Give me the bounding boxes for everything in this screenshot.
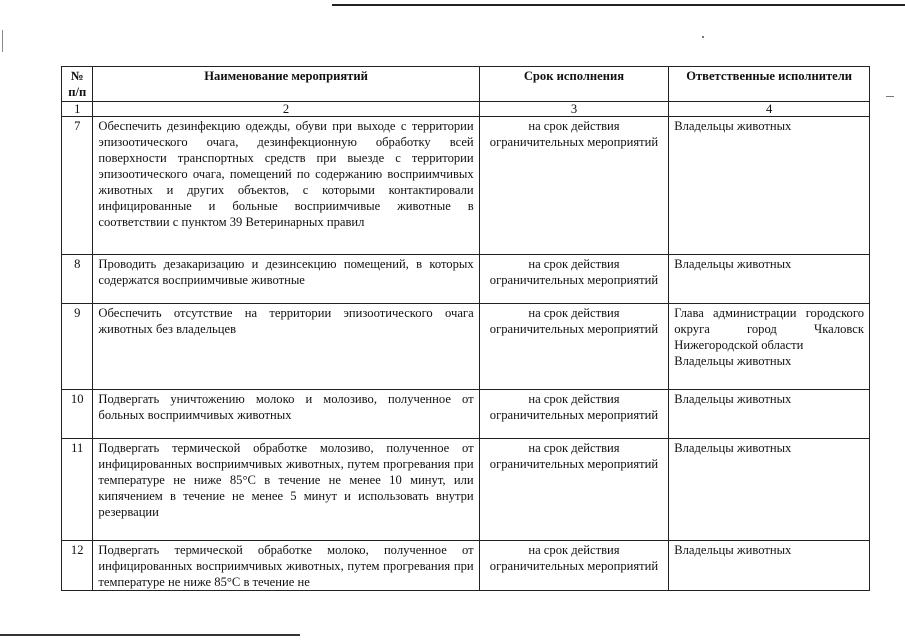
row-responsible: Владельцы животных — [669, 117, 870, 255]
column-numbers-row — [62, 102, 870, 117]
table-row — [62, 439, 870, 541]
row-name: Подвергать термической обработке молоко, полученное от инфицированных восприимчивых животных, путем прогревания при температуре не ниже 85°С в течение не — [93, 541, 479, 591]
measures-table — [61, 66, 870, 591]
column-number: 4 — [669, 102, 870, 117]
header-deadline: Срок исполнения — [479, 67, 669, 102]
row-deadline: на срок действия ограничительных мероприятий — [479, 439, 669, 541]
table-header-row — [62, 67, 870, 102]
column-number: 1 — [62, 102, 93, 117]
row-responsible: Владельцы животных — [669, 439, 870, 541]
row-num: 9 — [62, 304, 93, 390]
row-responsible: Владельцы животных — [669, 541, 870, 591]
row-num: 8 — [62, 255, 93, 304]
scan-mark-right — [886, 96, 894, 97]
table-row — [62, 117, 870, 255]
scan-border-bottom — [0, 634, 300, 636]
row-name: Обеспечить отсутствие на территории эпизоотического очага животных без владельцев — [93, 304, 479, 390]
header-name: Наименование мероприятий — [93, 67, 479, 102]
row-deadline: на срок действия ограничительных мероприятий — [479, 541, 669, 591]
row-name: Проводить дезакаризацию и дезинсекцию помещений, в которых содержатся восприимчивые животные — [93, 255, 479, 304]
row-name: Обеспечить дезинфекцию одежды, обуви при выходе с территории эпизоотического очага, дезинфекционную обработку всей поверхности транспортных средств при выезде с территории эпизоотического очага, помещений по содержанию восприимчивых животных и других объектов, с которыми контактировали инфицированные и больные восприимчивые животные в соответствии с пунктом 39 Ветеринарных правил — [93, 117, 479, 255]
scan-speck — [702, 36, 704, 38]
header-responsible: Ответственные исполнители — [669, 67, 870, 102]
row-deadline: на срок действия ограничительных мероприятий — [479, 117, 669, 255]
column-number: 3 — [479, 102, 669, 117]
responsible-administration: Глава администрации городского округа город Чкаловск Нижегородской области — [674, 306, 864, 352]
row-num: 10 — [62, 390, 93, 439]
table-row — [62, 390, 870, 439]
scan-mark-left — [2, 30, 3, 52]
row-name: Подвергать термической обработке молозиво, полученное от инфицированных восприимчивых животных, путем прогревания при температуре не ниже 85°С в течение не менее 10 минут, или кипячением в течение не менее 5 минут и использовать внутри резервации — [93, 439, 479, 541]
table-row — [62, 541, 870, 591]
row-deadline: на срок действия ограничительных мероприятий — [479, 255, 669, 304]
column-number: 2 — [93, 102, 479, 117]
row-deadline: на срок действия ограничительных мероприятий — [479, 390, 669, 439]
responsible-owners: Владельцы животных — [674, 354, 792, 368]
header-num: № п/п — [62, 67, 93, 102]
table-row — [62, 304, 870, 390]
row-name: Подвергать уничтожению молоко и молозиво, полученное от больных восприимчивых животных — [93, 390, 479, 439]
row-num: 11 — [62, 439, 93, 541]
scan-border-top — [332, 4, 905, 6]
row-responsible: Владельцы животных — [669, 390, 870, 439]
row-num: 7 — [62, 117, 93, 255]
table-row — [62, 255, 870, 304]
row-deadline: на срок действия ограничительных мероприятий — [479, 304, 669, 390]
row-responsible: Владельцы животных — [669, 255, 870, 304]
row-responsible — [669, 304, 870, 390]
row-num: 12 — [62, 541, 93, 591]
